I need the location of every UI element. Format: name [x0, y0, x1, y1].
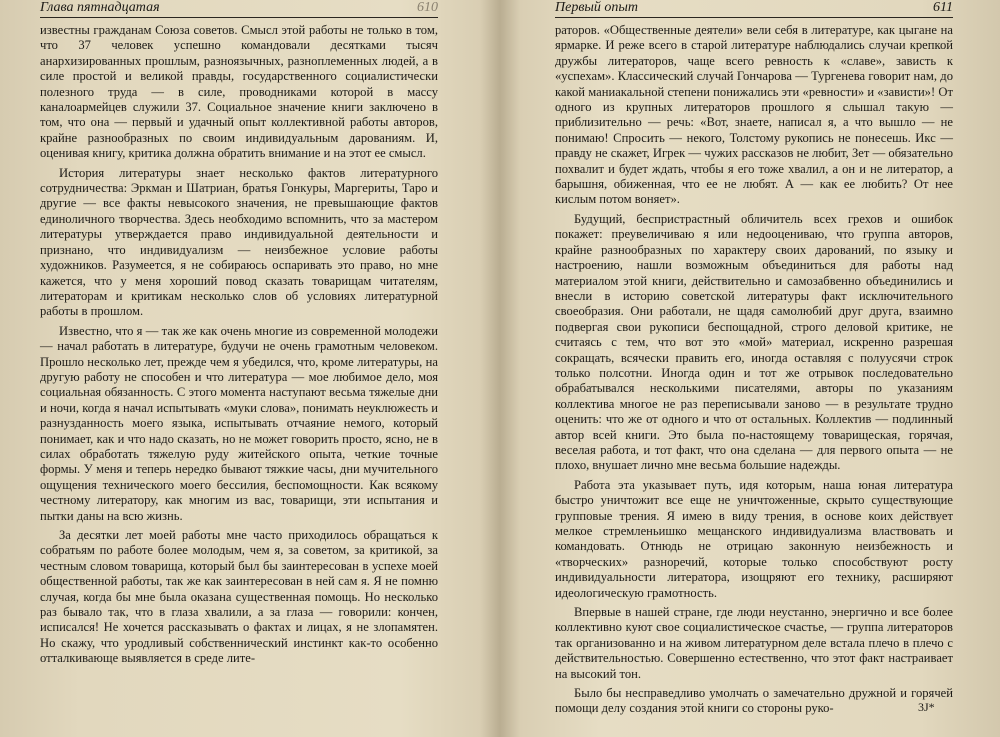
- right-page-number: 611: [933, 0, 953, 15]
- left-page-number: 610: [417, 0, 438, 15]
- right-paragraph-4: Впервые в нашей стране, где люди неустанно, энергично и все более коллективно куют свое социалистическое счастье, — группа литераторов так организованно и на живом литературном деле встала плечо в плечо с действительностью. Совершенно естественно, что этот факт настраивает на высокий тон.: [555, 605, 953, 681]
- right-paragraph-3: Работа эта указывает путь, идя которым, наша юная литература быстро уничтожит все еще не уничтоженные, скрыто существующие групповые трения. Я имею в виду трения, в основе коих действует мелкое стремленьишко мещанского индивидуализма властвовать и командовать. Отнюдь не отрицаю законную неизбежность и «творческих» разноречий, которые только способствуют росту индивидуальности литератора, изощряют его технику, расширяют идеологическую грамотность.: [555, 477, 953, 600]
- left-running-head: [40, 0, 438, 18]
- left-chapter-title: Глава пятнадцатая: [40, 0, 160, 15]
- left-paragraph-1: известны гражданам Союза советов. Смысл этой работы не только в том, что 37 человек успешно командовали десятками тысяч анархизированных прошлым, разноязычных, разноплеменных людей, а в силе простой и великой правды, государственного социалистически полезного труда — в силе, проводниками которой в массу каналоармейцев служили 37. Социальное значение книги заключено в том, что она — первый и удачный опыт коллективной работы авторов, крайне разнообразных по своим индивидуальным дарованиям. И, оценивая книгу, критика должна обратить внимание и на этот ее смысл.: [40, 23, 438, 161]
- left-paragraph-2: История литературы знает несколько фактов литературного сотрудничества: Эркман и Шатриан, братья Гонкуры, Маргериты, Таро и другие — все факты невысокого значения, не превышающие фактов единоличного творчества. Здесь необходимо вспомнить, что за мастером литературы утверждается право индивидуальной деятельности и признано, что индивидуализм — неизбежное условие работы художников. Разумеется, я не собираюсь оспаривать это право, но мне кажется, что у меня хороший повод сказать товарищам читателям, литераторам и критикам несколько слов об условиях литературной работы в прошлом.: [40, 165, 438, 319]
- right-paragraph-5: Было бы несправедливо умолчать о замечательно дружной и горячей помощи делу создания этой книги со стороны руко-: [555, 686, 953, 716]
- right-chapter-title: Первый опыт: [555, 0, 638, 15]
- right-paragraph-1: раторов. «Общественные деятели» вели себя в литературе, как цыгане на ярмарке. И реже всего в старой литературе наблюдались случаи крепкой дружбы литераторов, чаще всего ревность к «славе», зависть к «успехам». Классический случай Гончарова — Тургенева говорит нам, до какой маниакальной степени понижались эти «ревности» и «зависти»! От одного из крупных литераторов прошлого я слышал такую — приблизительно — речь: «Вот, знаете, написал я, а что вышло — не понимаю! Спросить — некого, Толстому рукопись не понесешь. Икс — правду не скажет, Игрек — чужих рассказов не любит, Зет — обязательно похвалит и будет ждать, чтобы я его тоже хвалил, а он и не литератор, а барышня, обиженная, что ее не любят. А — как ее любить? От нее кислым потом воняет».: [555, 23, 953, 207]
- right-paragraph-2: Будущий, беспристрастный обличитель всех грехов и ошибок покажет: преувеличиваю я или недооцениваю, что группа авторов, крайне разнообразных по характеру своих дарований, по языку и настроению, нашли возможным объединиться для работы над материалом этой книги, действительно и самозабвенно объединились и внесли в историю советской литературы факт исключительного своеобразия. Они работали, не щадя самолюбий друг друга, взаимно подвергая свои рукописи беспощадной, строго деловой критике, не считаясь с тем, что вот это «мой» материал, искренно разрешая сокращать, всячески править его, иногда оставляя с полуусячи строк только полсотни. Иногда один и тот же отрывок последовательно обрабатывался несколькими писателями, авторы по указаниям коллектива многое не раз переписывали заново — в результате трудно оценить: что же от одного и что от остальных. Коллектив — подлинный автор всей книги. Это была по-настоящему товарищеская, горячая, веселая работа, и тот факт, что она сделана — для первого опыта — не плохо, внушает лично мне весьма большие надежды.: [555, 211, 953, 473]
- right-body-text: [555, 23, 953, 721]
- left-paragraph-3: Известно, что я — так же как очень многие из современной молодежи — начал работать в литературе, будучи не очень грамотным человеком. Прошло несколько лет, прежде чем я убедился, что, кроме литературы, на другую работу не способен и что литература — мое любимое дело, моя социальная обязанность. С этого момента наступают весьма тяжелые дни и ночи, когда я начал испытывать «муки слова», понимать неуклюжесть и разнузданность моего языка, испытывать отчаяние немого, который понимает, как и что надо сказать, но не может говорить просто, ясно, не в силах обработать тяжелую руду житейского опыта, четкие точные формы. У меня и теперь нередко бывают тяжкие часы, дни мучительного ощущения технического моего бессилия, беспомощности. Как всякому честному литератору, как многим из вас, товарищи, эти испытания и пытки даны на всю жизнь.: [40, 323, 438, 523]
- right-running-head: [555, 0, 953, 18]
- left-body-text: [40, 23, 438, 671]
- left-paragraph-4: За десятки лет моей работы мне часто приходилось обращаться к собратьям по работе более молодым, чем я, за советом, за критикой, за честным словом товарища, который был бы заинтересован в успехе моей общественной работы, так же как заинтересован в ней сам я. Я не помню случая, когда бы мне была оказана существенная помощь. Но несколько раз бывало так, что в глаза хвалили, а за глаза — говорили: кончен, исписался! Не хочется рассказывать о фактах и лицах, я не злопамятен. Но скажу, что уродливый собственнический инстинкт как-то особенно отталкивающе выявляется в среде лите-: [40, 528, 438, 666]
- signature-mark: 3J*: [918, 700, 935, 714]
- right-page: [500, 0, 1000, 737]
